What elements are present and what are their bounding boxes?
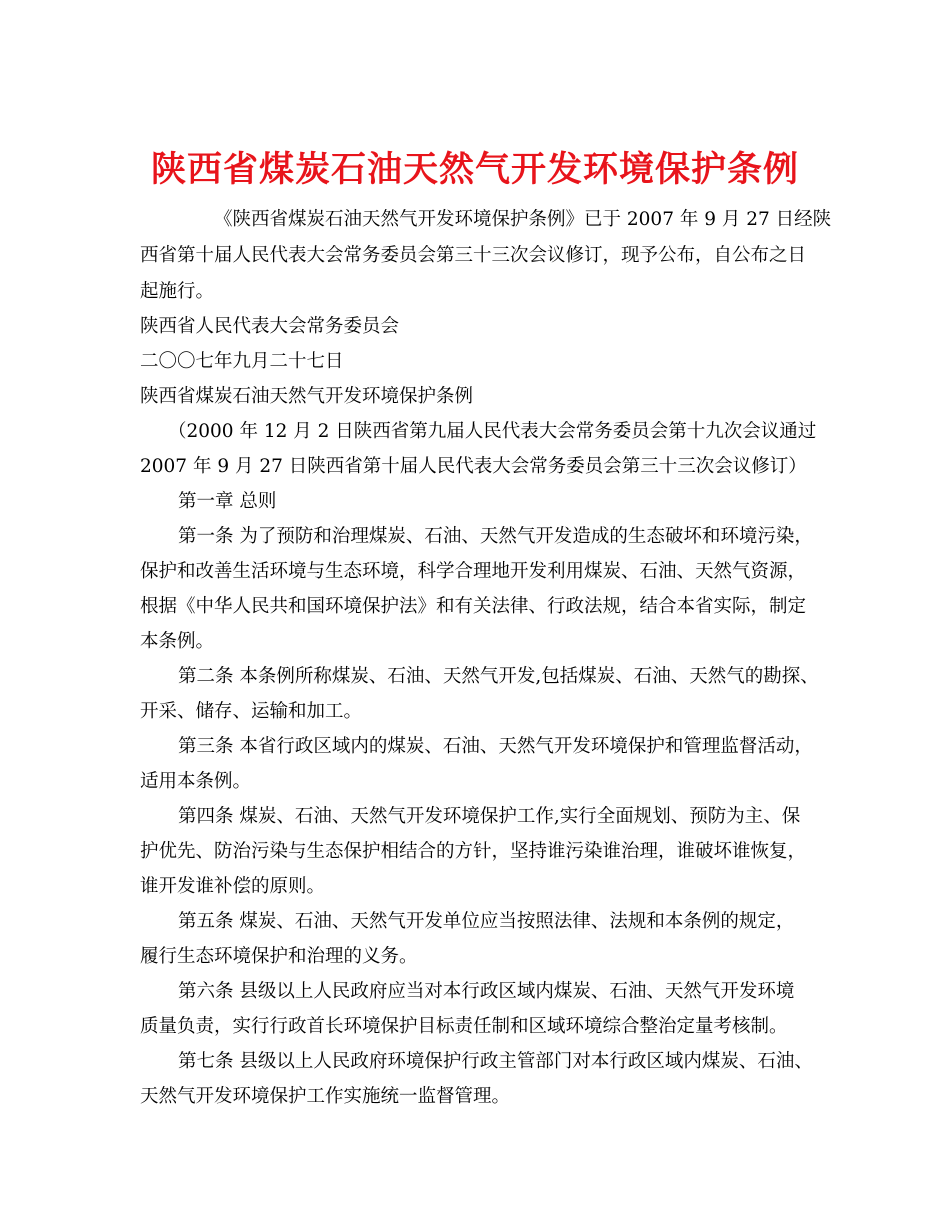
article-2-line-1: 第二条 本条例所称煤炭、石油、天然气开发,包括煤炭、石油、天然气的勘探、 [178, 666, 819, 687]
document-title: 陕西省煤炭石油天然气开发环境保护条例 [150, 149, 799, 191]
article-1-line-3: 根据《中华人民共和国环境保护法》和有关法律、行政法规，结合本省实际，制定 [140, 596, 807, 617]
adoption-note-line-2: 2007 年 9 月 27 日陕西省第十届人民代表大会常务委员会第三十三次会议修订） [140, 456, 807, 477]
issue-date-line: 二〇〇七年九月二十七日 [140, 351, 344, 372]
article-5-line-2: 履行生态环境保护和治理的义务。 [140, 946, 418, 967]
article-3-line-2: 适用本条例。 [140, 771, 252, 792]
article-4-line-2: 护优先、防治污染与生态保护相结合的方针，坚持谁污染谁治理，谁破坏谁恢复， [140, 841, 807, 862]
article-3-line-1: 第三条 本省行政区域内的煤炭、石油、天然气开发环境保护和管理监督活动， [178, 736, 813, 757]
article-1-line-1: 第一条 为了预防和治理煤炭、石油、天然气开发造成的生态破坏和环境污染， [178, 526, 813, 547]
article-4-line-1: 第四条 煤炭、石油、天然气开发环境保护工作,实行全面规划、预防为主、保 [178, 806, 801, 827]
article-6-line-2: 质量负责，实行行政首长环境保护目标责任制和区域环境综合整治定量考核制。 [140, 1016, 788, 1037]
article-7-line-1: 第七条 县级以上人民政府环境保护行政主管部门对本行政区域内煤炭、石油、 [178, 1051, 813, 1072]
article-1-line-4: 本条例。 [140, 631, 215, 652]
article-4-line-3: 谁开发谁补偿的原则。 [140, 876, 326, 897]
preface-line-3: 起施行。 [140, 281, 215, 302]
issuer-line: 陕西省人民代表大会常务委员会 [140, 316, 400, 337]
preface-line-1: 《陕西省煤炭石油天然气开发环境保护条例》已于 2007 年 9 月 27 日经陕 [214, 209, 832, 230]
article-7-line-2: 天然气开发环境保护工作实施统一监督管理。 [140, 1086, 511, 1107]
article-6-line-1: 第六条 县级以上人民政府应当对本行政区域内煤炭、石油、天然气开发环境 [178, 981, 795, 1002]
regulation-name-line: 陕西省煤炭石油天然气开发环境保护条例 [140, 386, 474, 407]
chapter-heading: 第一章 总则 [178, 491, 277, 512]
adoption-note-line-1: （2000 年 12 月 2 日陕西省第九届人民代表大会常务委员会第十九次会议通过 [168, 421, 817, 442]
article-5-line-1: 第五条 煤炭、石油、天然气开发单位应当按照法律、法规和本条例的规定， [178, 911, 795, 932]
article-1-line-2: 保护和改善生活环境与生态环境，科学合理地开发利用煤炭、石油、天然气资源， [140, 561, 807, 582]
article-2-line-2: 开采、储存、运输和加工。 [140, 701, 363, 722]
preface-line-2: 西省第十届人民代表大会常务委员会第三十三次会议修订，现予公布，自公布之日 [140, 245, 807, 266]
